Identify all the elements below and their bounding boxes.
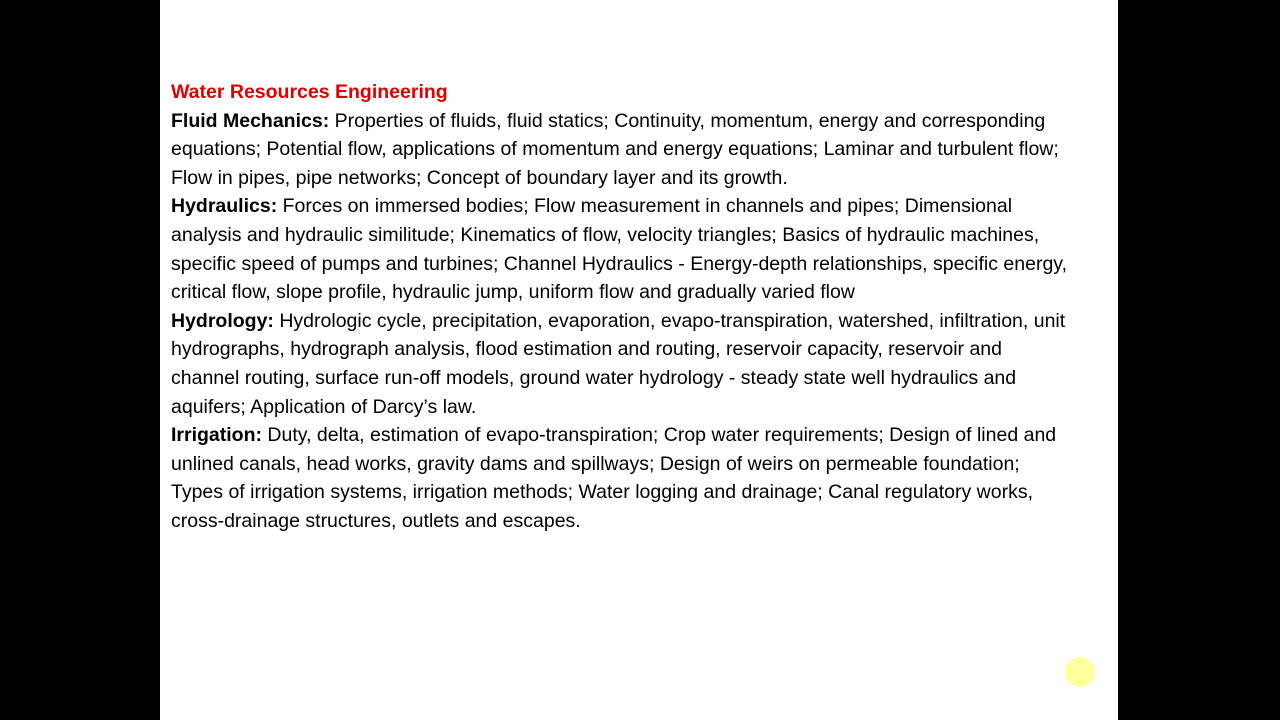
section-body: Hydrologic cycle, precipitation, evaporation, evapo-transpiration, watershed, infiltration, unit hydrographs, hydrograph analysis, flood estimation and routing, reservoir capacity, reservoir and channel routing, surface run-off models, ground water hydrology - steady state well hydraulics and aquifers; Application of Darcy’s law. [171,309,1066,418]
section-title: Irrigation: [171,424,262,447]
slide-heading: Water Resources Engineering [171,81,448,103]
section-fluid-mechanics [171,107,1071,193]
section-title: Hydraulics: [171,195,278,218]
slide [160,0,1118,720]
section-hydrology [171,307,1071,421]
section-title: Hydrology: [171,309,274,332]
cursor-highlight-icon [1065,657,1095,687]
section-irrigation [171,421,1071,535]
section-title: Fluid Mechanics: [171,109,330,132]
section-body: Properties of fluids, fluid statics; Continuity, momentum, energy and corresponding equations; Potential flow, applications of momentum and energy equations; Laminar and turbulent flow; Flow in pipes, pipe networks; Concept of boundary layer and its growth. [171,109,1059,189]
section-body: Duty, delta, estimation of evapo-transpiration; Crop water requirements; Design of lined and unlined canals, head works, gravity dams and spillways; Design of weirs on permeable foundation; Types of irrigation systems, irrigation methods; Water logging and drainage; Canal regulatory works, cross-drainage structures, outlets and escapes. [171,424,1057,532]
slide-content [171,78,1071,536]
section-body: Forces on immersed bodies; Flow measurement in channels and pipes; Dimensional analysis and hydraulic similitude; Kinematics of flow, velocity triangles; Basics of hydraulic machines, specific speed of pumps and turbines; Channel Hydraulics - Energy-depth relationships, specific energy, critical flow, slope profile, hydraulic jump, uniform flow and gradually varied flow [171,195,1068,304]
section-hydraulics [171,192,1071,306]
